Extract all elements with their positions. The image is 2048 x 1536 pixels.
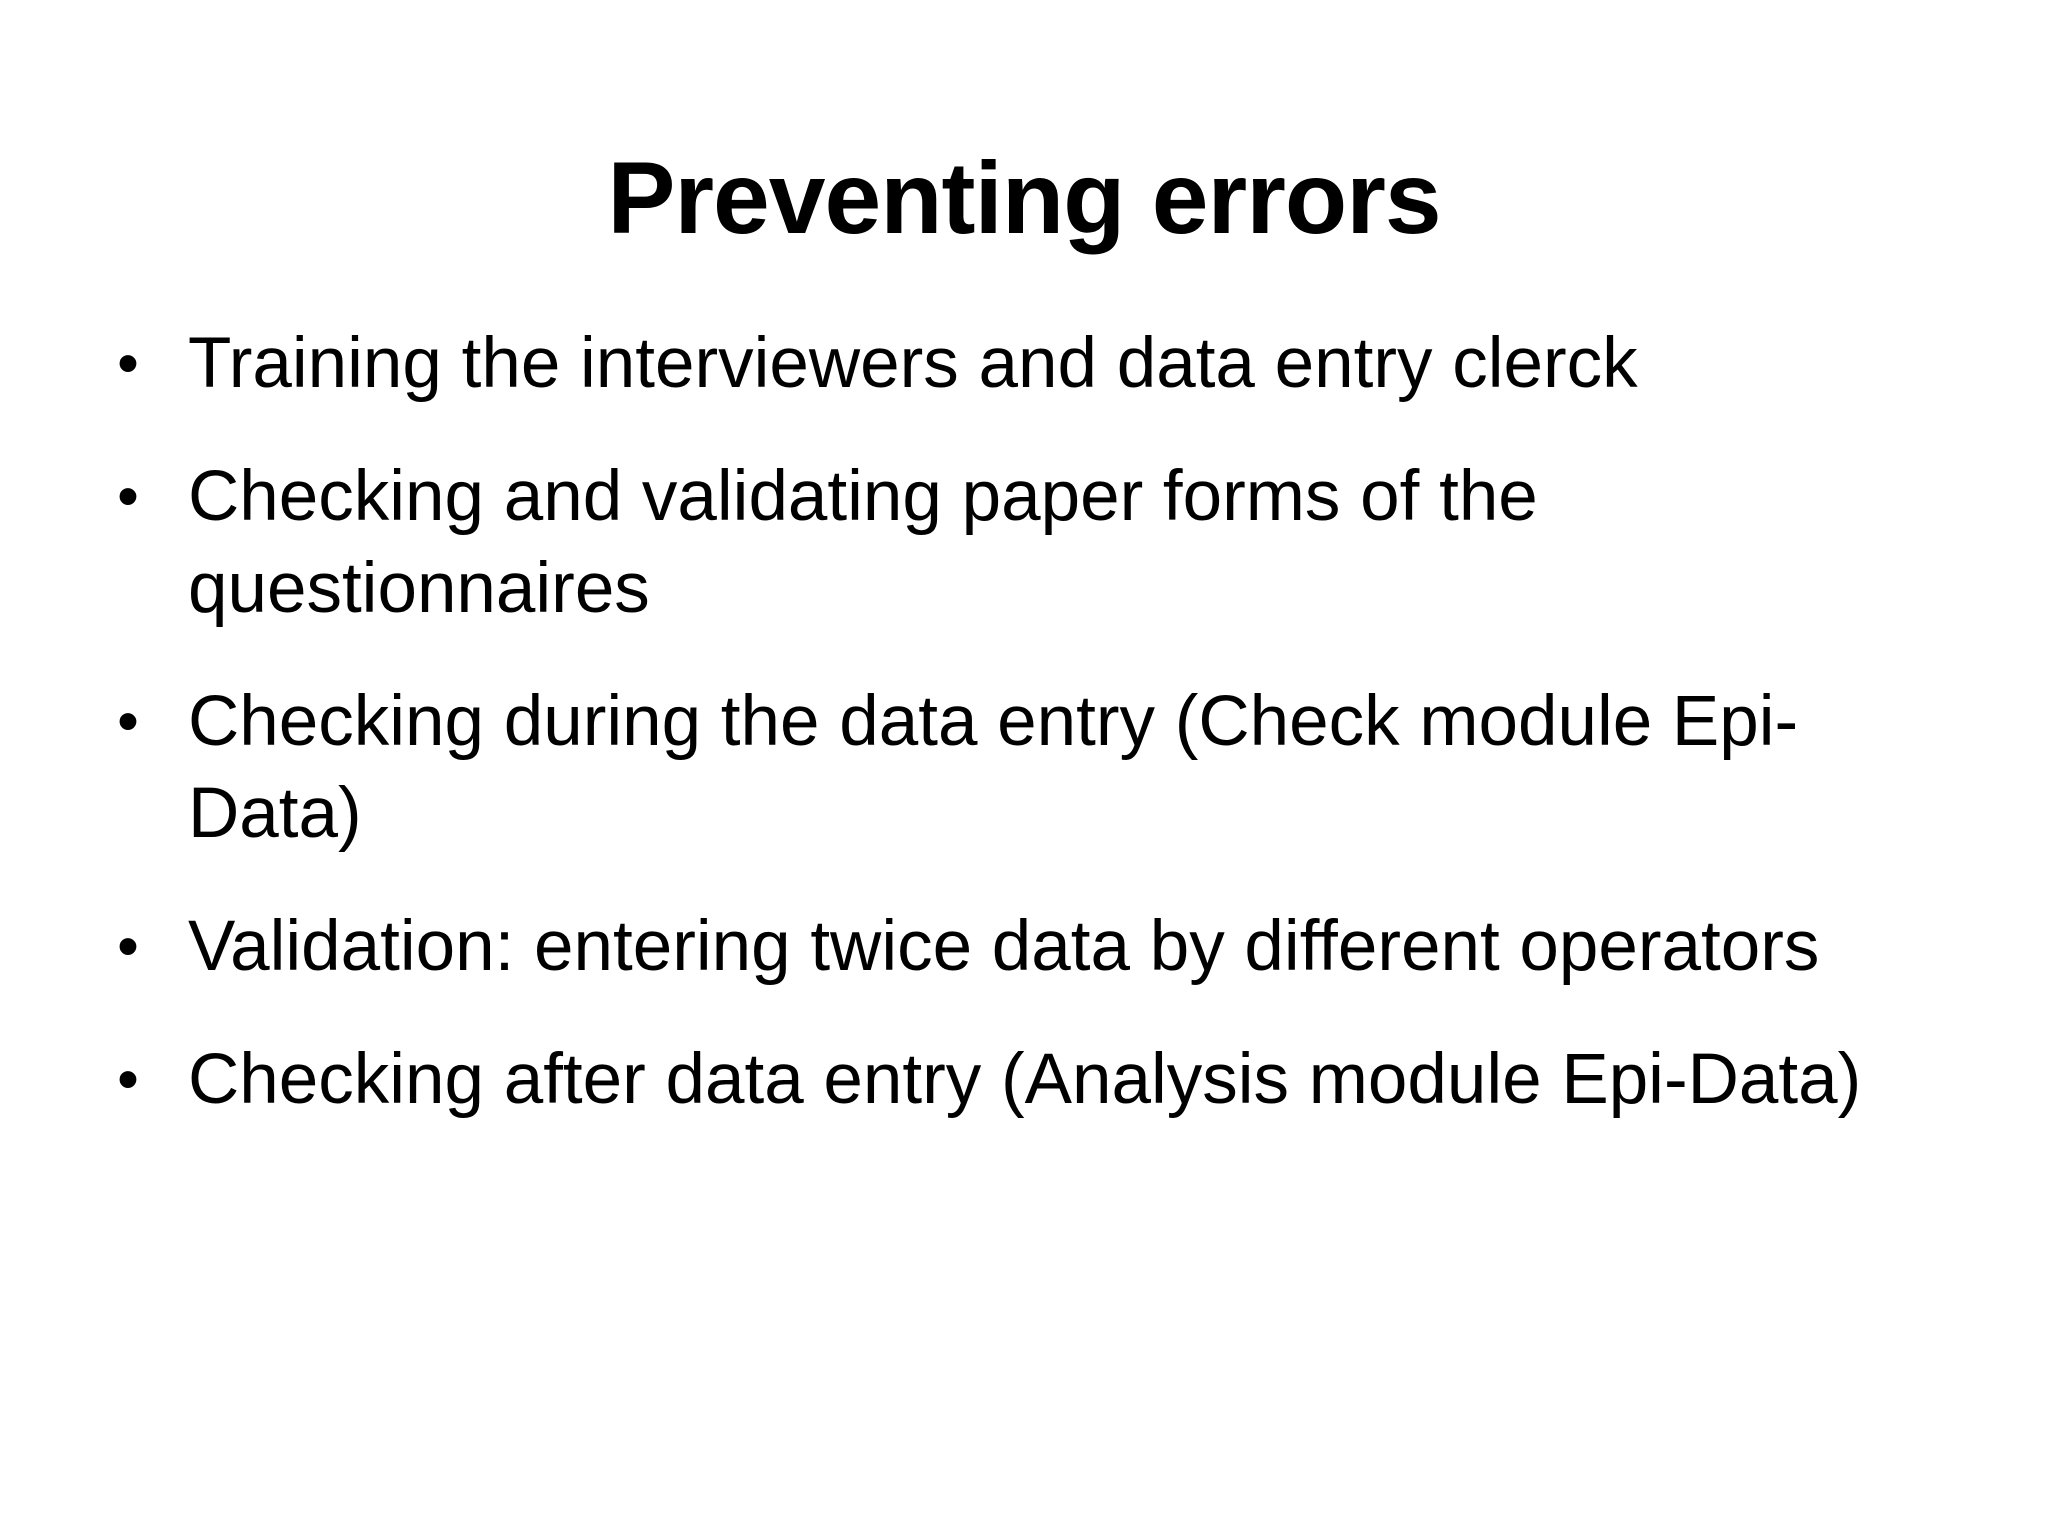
bullet-icon: • — [117, 687, 139, 756]
bullet-text: Training the interviewers and data entry clerck — [188, 324, 1638, 403]
bullet-item — [108, 318, 1888, 410]
bullet-item — [108, 901, 1888, 993]
bullet-text: Checking and validating paper forms of the questionnaires — [188, 457, 1538, 628]
bullet-item — [108, 451, 1888, 635]
bullet-text: Validation: entering twice data by different operators — [188, 907, 1820, 986]
bullet-item — [108, 1034, 1888, 1126]
bullet-icon: • — [117, 462, 139, 531]
bullet-icon: • — [117, 1045, 139, 1114]
bullet-text: Checking after data entry (Analysis module Epi-Data) — [188, 1040, 1862, 1119]
bullet-item — [108, 676, 1888, 860]
bullet-text: Checking during the data entry (Check module Epi-Data) — [188, 682, 1799, 853]
bullet-icon: • — [117, 912, 139, 981]
bullet-icon: • — [117, 329, 139, 398]
bullet-list — [108, 318, 1888, 1126]
slide-title: Preventing errors — [607, 141, 1441, 255]
